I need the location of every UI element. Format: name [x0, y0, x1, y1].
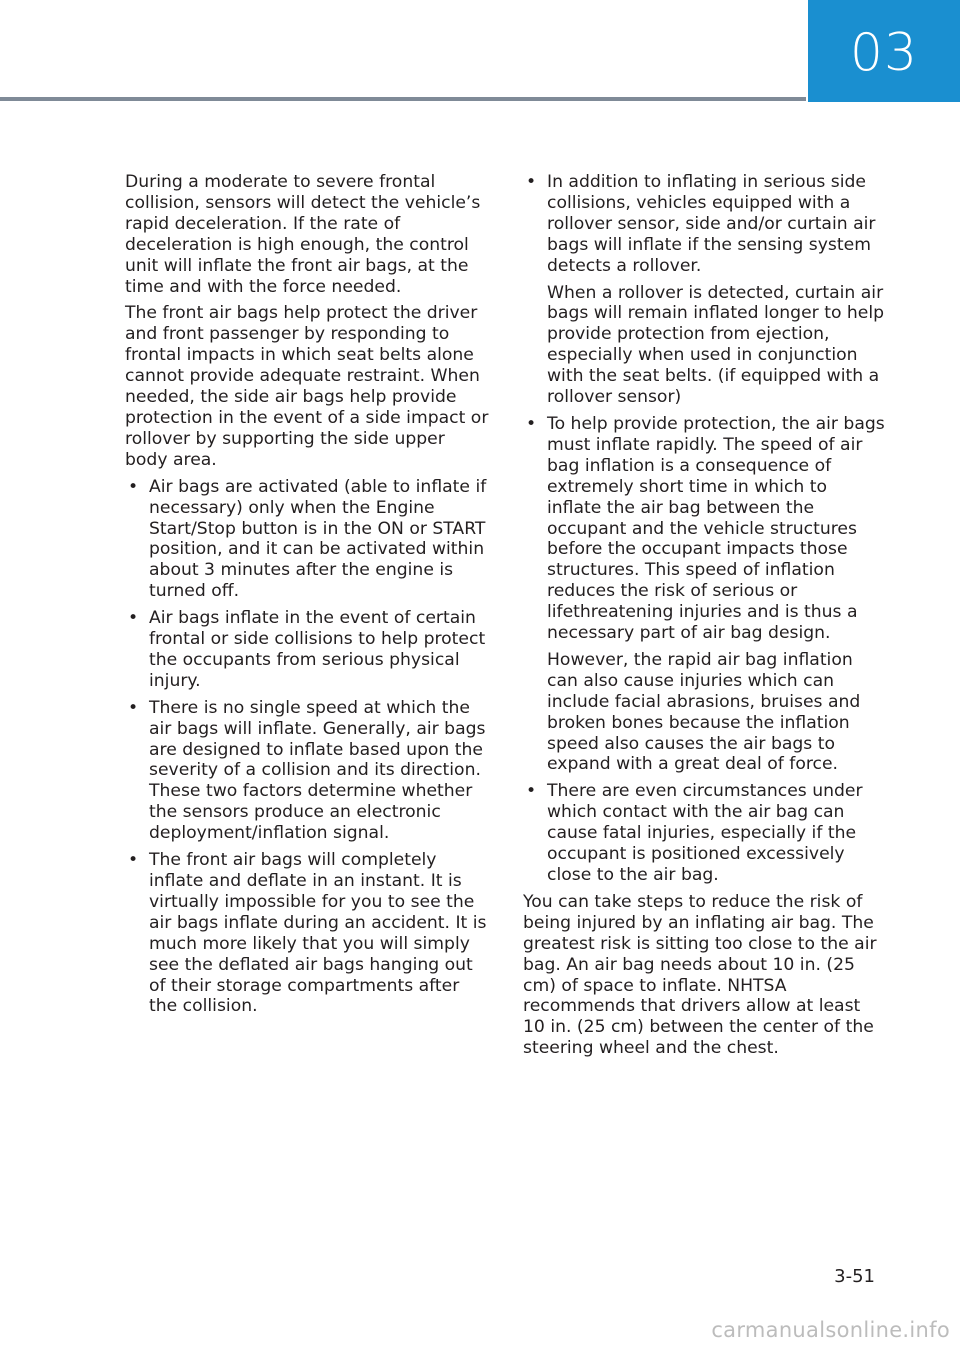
list-item	[523, 781, 885, 886]
list-item	[125, 850, 490, 1017]
header-rule	[0, 97, 806, 101]
list-item	[523, 414, 885, 775]
intro-paragraph-2: The front air bags help protect the driver and front passenger by responding to frontal impacts in which seat belts alone cannot provide adequate restraint. When needed, the side air bags help provide protection in the event of a side impact or rollover by supporting the side upper body area.	[125, 303, 489, 470]
right-bullet-list	[523, 172, 885, 886]
list-item-text: To help provide protection, the air bags must inflate rapidly. The speed of air bag inflation is a consequence of extremely short time in which to inflate the air bag between the occupant and the vehicle structures before the occupant impacts those structures. This speed of inflation reduces the risk of serious or lifethreatening injuries and is thus a necessary part of air bag design.	[547, 413, 885, 644]
chapter-tab: 03	[808, 0, 960, 102]
bullet-icon: •	[526, 781, 537, 802]
page-number: 3-51	[834, 1266, 875, 1287]
list-item-extra-text: However, the rapid air bag inflation can also cause injuries which can include facial abrasions, bruises and broken bones because the inflation speed also causes the air bags to expand with a great deal of force.	[547, 649, 861, 775]
list-item-text: Air bags inflate in the event of certain frontal or side collisions to help protect the occupants from serious physical injury.	[149, 608, 486, 691]
left-column	[125, 172, 490, 1023]
bullet-icon: •	[128, 697, 139, 718]
list-item-extra-text: When a rollover is detected, curtain air bags will remain inflated longer to help provide protection from ejection, especially when used in conjunction with the seat belts. (if equipped with a rollover sensor)	[547, 282, 885, 408]
intro-paragraph-1: During a moderate to severe frontal collision, sensors will detect the vehicle’s rapid deceleration. If the rate of deceleration is high enough, the control unit will inflate the front air bags, at the time and with the force needed.	[125, 172, 481, 297]
left-bullet-list	[125, 477, 490, 1018]
list-item	[125, 698, 490, 844]
bullet-icon: •	[128, 608, 139, 629]
bullet-icon: •	[526, 172, 537, 192]
right-column	[523, 172, 885, 1065]
list-item-text: In addition to inflating in serious side collisions, vehicles equipped with a rollover sensor, side and/or curtain air bags will inflate if the sensing system detects a rollover.	[547, 172, 876, 276]
bullet-icon: •	[128, 476, 139, 497]
list-item-text: There are even circumstances under which contact with the air bag can cause fatal injuries, especially if the occupant is positioned excessively close to the air bag.	[547, 781, 863, 885]
list-item	[523, 172, 885, 408]
list-item-text: The front air bags will completely inflate and deflate in an instant. It is virtually impossible for you to see the air bags inflate during an accident. It is much more likely that you will simply see the deflated air bags hanging out of their storage compartments after the collision.	[149, 850, 487, 1017]
bullet-icon: •	[128, 850, 139, 871]
list-item-text: Air bags are activated (able to inflate if necessary) only when the Engine Start/Stop button is in the ON or START position, and it can be activated within about 3 minutes after the engine is turned off.	[149, 476, 487, 602]
closing-paragraph: You can take steps to reduce the risk of being injured by an inflating air bag. The greatest risk is sitting too close to the air bag. An air bag needs about 10 in. (25 cm) of space to inflate. NHTSA recommends that drivers allow at least 10 in. (25 cm) between the center of the steering wheel and the chest.	[523, 891, 877, 1059]
list-item-text: There is no single speed at which the air bags will inflate. Generally, air bags are designed to inflate based upon the severity of a collision and its direction. These two factors determine whether the sensors produce an electronic deployment/inflation signal.	[149, 697, 486, 844]
list-item	[125, 608, 490, 692]
watermark: carmanualsonline.info	[711, 1318, 950, 1342]
bullet-icon: •	[526, 413, 537, 434]
list-item	[125, 477, 490, 602]
